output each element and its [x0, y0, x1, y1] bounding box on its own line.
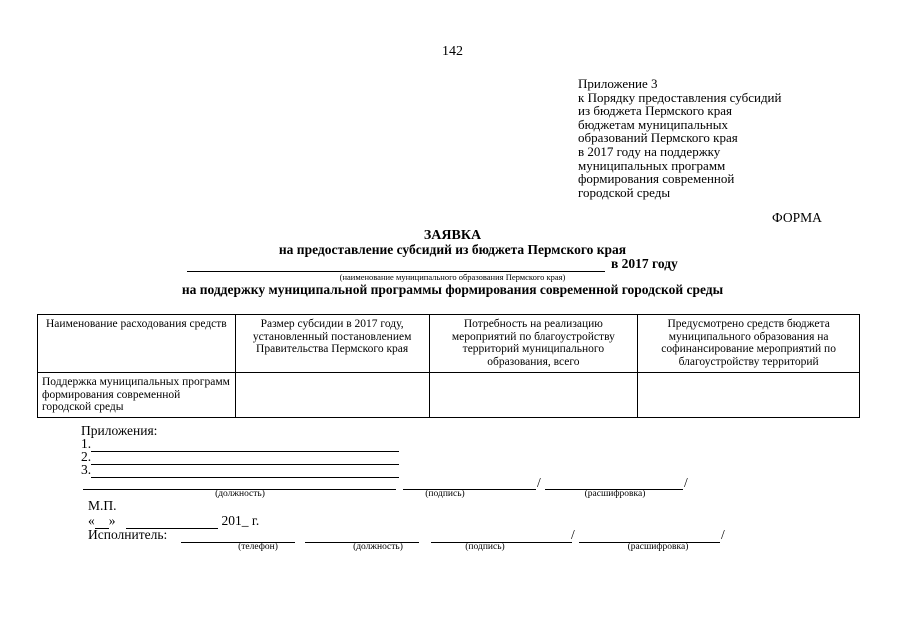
year-suffix: в 2017 году: [611, 256, 678, 271]
date-open-quote: «: [88, 513, 95, 528]
appendix-line: муниципальных программ: [578, 157, 726, 173]
attachment-item: [81, 462, 399, 478]
decoding-caption: (расшифровка): [584, 489, 646, 499]
header-cell: Наименование расходования средств: [38, 315, 236, 373]
table-cell: Поддержка муниципальных программ формирования современной городской среды: [38, 373, 236, 418]
page-number: 142: [442, 44, 463, 59]
executor-signature-caption: (подпись): [465, 542, 505, 552]
executor-position-caption: (должность): [353, 542, 403, 552]
document-subtitle: на предоставление субсидий из бюджета Пермского края: [278, 242, 627, 257]
table-header-row: [38, 315, 860, 373]
separator-slash: /: [571, 527, 575, 542]
separator-slash: /: [721, 527, 725, 542]
executor-decoding-caption: (расшифровка): [627, 542, 689, 552]
position-caption: (должность): [215, 489, 265, 499]
attachment-number: 1.: [81, 436, 92, 451]
program-line: на поддержку муниципальной программы формирования современной городской среды: [181, 282, 724, 297]
form-label: ФОРМА: [772, 210, 822, 225]
appendix-line: городской среды: [578, 184, 671, 200]
attachment-number: 3.: [81, 462, 92, 477]
table-cell-input[interactable]: [235, 373, 429, 418]
stamp-label: М.П.: [88, 498, 117, 513]
header-cell: Потребность на реализацию мероприятий по благоустройству территорий муниципального образования, всего: [429, 315, 638, 373]
appendix-line: в 2017 году на поддержку: [578, 143, 721, 159]
attachment-field[interactable]: [91, 465, 399, 478]
appendix-line: формирования современной: [578, 171, 735, 187]
appendix-line: к Порядку предоставления субсидий: [578, 89, 782, 105]
date-close-quote: »: [108, 513, 116, 528]
phone-caption: (телефон): [238, 542, 278, 552]
municipality-field[interactable]: [187, 257, 605, 272]
document-title: ЗАЯВКА: [423, 228, 482, 243]
attachment-number: 2.: [81, 449, 92, 464]
header-cell: Предусмотрено средств бюджета муниципального образования на софинансирование мероприятий по благоустройству территорий: [638, 315, 860, 373]
date-year: 201_ г.: [221, 513, 260, 528]
table-cell-input[interactable]: [429, 373, 638, 418]
table-row: [38, 373, 860, 418]
subsidy-table: [37, 314, 860, 418]
signature-caption: (подпись): [425, 489, 465, 499]
municipality-hint: (наименование муниципального образования Пермского края): [339, 272, 566, 282]
header-cell: Размер субсидии в 2017 году, установленный постановлением Правительства Пермского края: [235, 315, 429, 373]
attachments-title: Приложения:: [81, 423, 158, 438]
executor-label: Исполнитель:: [88, 527, 168, 542]
appendix-block: [578, 77, 781, 199]
separator-slash: /: [537, 475, 541, 490]
separator-slash: /: [684, 475, 688, 490]
table-cell-input[interactable]: [638, 373, 860, 418]
municipality-row: [187, 256, 678, 272]
appendix-line: из бюджета Пермского края: [578, 103, 733, 119]
appendix-line: Приложение 3: [578, 76, 658, 91]
appendix-line: образований Пермского края: [578, 130, 738, 146]
appendix-line: бюджетам муниципальных: [578, 116, 728, 132]
